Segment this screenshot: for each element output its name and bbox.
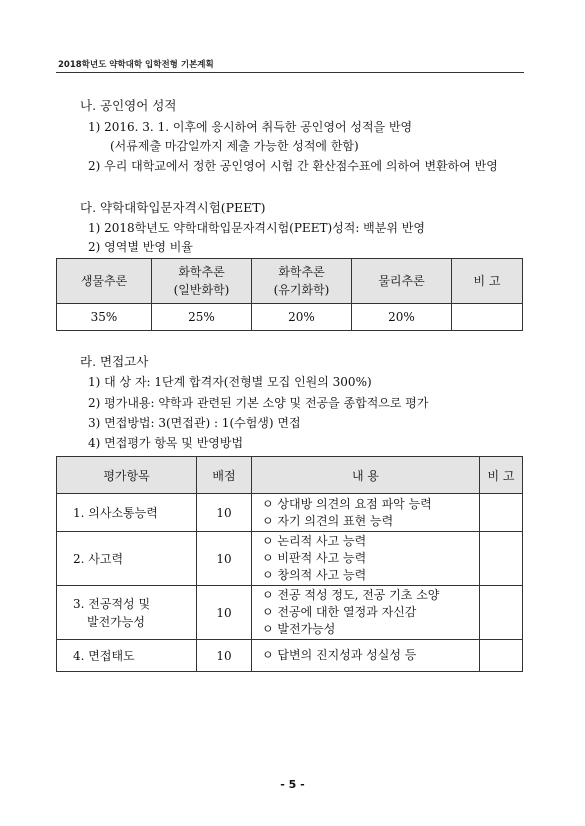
value-physics: 20% xyxy=(352,304,452,331)
peet-table-header-row xyxy=(57,259,523,304)
section-na-heading: 나. 공인영어 성적 xyxy=(80,98,177,113)
section-ra-item-3: 3) 면접방법: 3(면접관) : 1(수험생) 면접 xyxy=(88,416,301,430)
criteria-attitude: 4. 면접태도 xyxy=(57,640,197,672)
header-remarks: 비 고 xyxy=(452,259,523,304)
section-da-item-1: 1) 2018학년도 약학대학입문자격시험(PEET)성적: 백분위 반영 xyxy=(88,221,425,235)
content-cell: ㅇ 논리적 사고 능력 ㅇ 비판적 사고 능력 ㅇ 창의적 사고 능력 xyxy=(252,532,480,586)
criteria-communication: 1. 의사소통능력 xyxy=(57,494,197,532)
header-rule xyxy=(56,72,524,73)
content-cell: ㅇ 상대방 의견의 요점 파악 능력 ㅇ 자기 의견의 표현 능력 xyxy=(252,494,480,532)
header-physics: 물리추론 xyxy=(352,259,452,304)
header-general-chemistry: 화학추론 (일반화학) xyxy=(152,259,252,304)
value-remarks xyxy=(452,304,523,331)
section-na-item-1-note: (서류제출 마감일까지 제출 가능한 성적에 한함) xyxy=(110,139,359,153)
peet-ratio-table xyxy=(56,258,523,331)
interview-criteria-table xyxy=(56,456,523,672)
header-biology: 생물추론 xyxy=(57,259,152,304)
value-general-chemistry: 25% xyxy=(152,304,252,331)
table-row xyxy=(57,494,523,532)
note-cell xyxy=(480,494,523,532)
header-score: 배점 xyxy=(197,457,252,494)
content-cell: ㅇ 답변의 진지성과 성실성 등 xyxy=(252,640,480,672)
header-content: 내 용 xyxy=(252,457,480,494)
table-row xyxy=(57,640,523,672)
peet-table-value-row xyxy=(57,304,523,331)
content-cell: ㅇ 전공 적성 정도, 전공 기초 소양 ㅇ 전공에 대한 열정과 자신감 ㅇ 발전가능성 xyxy=(252,586,480,640)
page-number: - 5 - xyxy=(280,778,305,791)
section-ra-item-1: 1) 대 상 자: 1단계 합격자(전형별 모집 인원의 300%) xyxy=(88,375,372,389)
table-row xyxy=(57,586,523,640)
score-cell: 10 xyxy=(197,586,252,640)
score-cell: 10 xyxy=(197,494,252,532)
criteria-aptitude: 3. 전공적성 및 발전가능성 xyxy=(57,586,197,640)
table-row xyxy=(57,532,523,586)
section-da-item-2: 2) 영역별 반영 비율 xyxy=(88,240,193,254)
interview-table-header-row xyxy=(57,457,523,494)
section-na-item-2: 2) 우리 대학교에서 정한 공인영어 시험 간 환산점수표에 의하여 변환하여 반영 xyxy=(88,159,498,173)
criteria-thinking: 2. 사고력 xyxy=(57,532,197,586)
section-ra-heading: 라. 면접고사 xyxy=(80,354,149,369)
header-organic-chemistry: 화학추론 (유기화학) xyxy=(252,259,352,304)
score-cell: 10 xyxy=(197,532,252,586)
note-cell xyxy=(480,640,523,672)
section-ra-item-4: 4) 면접평가 항목 및 반영방법 xyxy=(88,436,244,450)
note-cell xyxy=(480,586,523,640)
section-da-heading: 다. 약학대학입문자격시험(PEET) xyxy=(80,200,266,215)
section-ra-item-2: 2) 평가내용: 약학과 관련된 기본 소양 및 전공을 종합적으로 평가 xyxy=(88,396,429,410)
note-cell xyxy=(480,532,523,586)
document-header: 2018학년도 약학대학 입학전형 기본계획 xyxy=(58,60,214,70)
value-organic-chemistry: 20% xyxy=(252,304,352,331)
header-criteria: 평가항목 xyxy=(57,457,197,494)
value-biology: 35% xyxy=(57,304,152,331)
score-cell: 10 xyxy=(197,640,252,672)
header-note: 비 고 xyxy=(480,457,523,494)
section-na-item-1: 1) 2016. 3. 1. 이후에 응시하여 취득한 공인영어 성적을 반영 xyxy=(88,120,413,134)
